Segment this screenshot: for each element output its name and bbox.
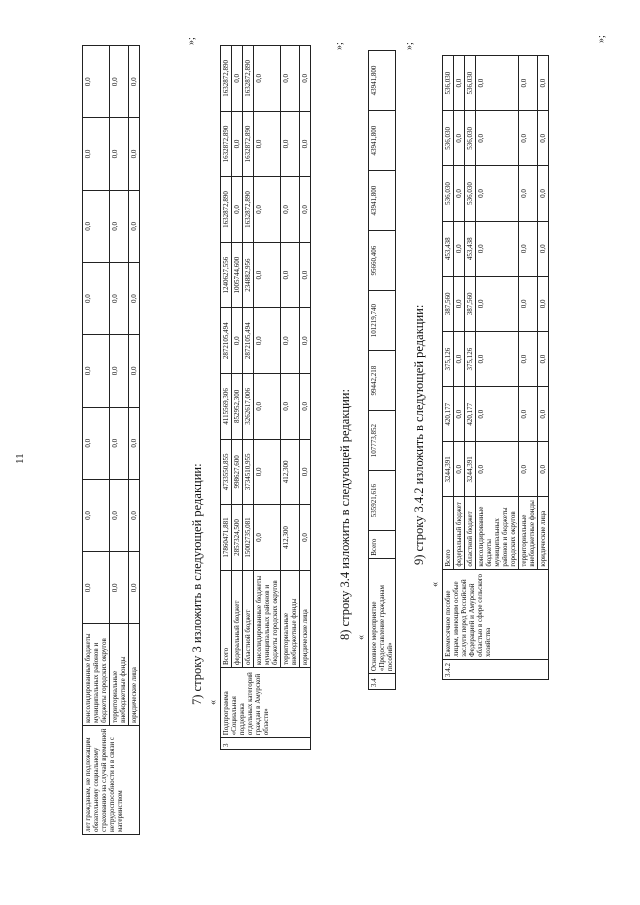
value-cell: 0,0 xyxy=(254,46,281,112)
value-cell: 0,0 xyxy=(300,505,311,571)
value-cell: 0,0 xyxy=(83,407,110,479)
source-cell: юридические лица xyxy=(538,497,549,569)
value-cell: 0,0 xyxy=(129,118,140,190)
value-cell: 0,0 xyxy=(129,407,140,479)
source-cell: территориальные внебюджетные фонды xyxy=(110,624,129,725)
value-cell: 0,0 xyxy=(110,46,129,118)
value-cell: 0,0 xyxy=(519,442,538,497)
value-cell: 95660,406 xyxy=(369,231,396,291)
source-cell: Всего xyxy=(443,497,454,569)
value-cell: 0,0 xyxy=(454,331,465,386)
value-cell: 420,177 xyxy=(465,387,476,442)
value-cell: 0,0 xyxy=(519,56,538,111)
value-cell: 1632872,890 xyxy=(243,46,254,112)
opening-quote: « xyxy=(356,635,367,640)
value-cell: 4733550,855 xyxy=(221,439,232,505)
value-cell: 536,030 xyxy=(443,111,454,166)
value-cell: 0,0 xyxy=(476,442,519,497)
value-cell: 0,0 xyxy=(83,190,110,262)
value-cell: 0,0 xyxy=(281,242,300,308)
activity-table xyxy=(442,55,549,680)
value-cell: 536,030 xyxy=(443,166,454,221)
value-cell: 0,0 xyxy=(281,308,300,374)
value-cell: 453,438 xyxy=(465,221,476,276)
value-cell: 0,0 xyxy=(232,177,243,243)
value-cell: 0,0 xyxy=(476,331,519,386)
value-cell: 0,0 xyxy=(454,111,465,166)
value-cell: 0,0 xyxy=(129,479,140,551)
value-cell: 0,0 xyxy=(538,442,549,497)
value-cell: 0,0 xyxy=(110,335,129,407)
value-cell: 0,0 xyxy=(476,56,519,111)
value-cell: 536,030 xyxy=(465,166,476,221)
value-cell: 0,0 xyxy=(110,552,129,624)
value-cell: 0,0 xyxy=(232,111,243,177)
value-cell: 107773,852 xyxy=(369,411,396,471)
section-heading: 7) строку 3 изложить в следующей редакции: xyxy=(190,463,204,705)
value-cell: 0,0 xyxy=(129,46,140,118)
value-cell: 0,0 xyxy=(300,242,311,308)
value-cell: 0,0 xyxy=(454,442,465,497)
value-cell: 453,438 xyxy=(443,221,454,276)
value-cell: 0,0 xyxy=(232,308,243,374)
value-cell: 0,0 xyxy=(83,46,110,118)
value-cell: 0,0 xyxy=(538,331,549,386)
value-cell: 387,560 xyxy=(465,276,476,331)
value-cell: 420,177 xyxy=(443,387,454,442)
value-cell: 0,0 xyxy=(110,118,129,190)
value-cell: 0,0 xyxy=(254,439,281,505)
value-cell: 2872105,494 xyxy=(221,308,232,374)
value-cell: 535921,616 xyxy=(369,471,396,531)
value-cell: 0,0 xyxy=(300,177,311,243)
value-cell: 0,0 xyxy=(281,46,300,112)
source-cell: федеральный бюджет xyxy=(454,497,465,569)
value-cell: 0,0 xyxy=(254,374,281,440)
value-cell: 2857324,500 xyxy=(232,505,243,571)
value-cell: 0,0 xyxy=(110,407,129,479)
continuation-table-body xyxy=(83,46,140,835)
value-cell: 0,0 xyxy=(476,221,519,276)
continuation-label: лет гражданам, не подлежащим обязательному социальному страхованию на случай временной нетрудоспособности и в связи с материнством xyxy=(83,725,140,834)
value-cell: 536,030 xyxy=(465,111,476,166)
value-cell: 0,0 xyxy=(476,166,519,221)
value-cell: 0,0 xyxy=(454,387,465,442)
value-cell: 375,126 xyxy=(443,331,454,386)
value-cell: 0,0 xyxy=(83,262,110,334)
measure-table xyxy=(368,50,396,690)
value-cell: 0,0 xyxy=(300,308,311,374)
row-number: 3 xyxy=(221,738,311,750)
value-cell: 43941,800 xyxy=(369,111,396,171)
value-cell: 0,0 xyxy=(538,276,549,331)
value-cell: 1632872,890 xyxy=(243,111,254,177)
value-cell: 3734510,955 xyxy=(243,439,254,505)
section-heading: 8) строку 3.4 изложить в следующей редакции: xyxy=(338,389,352,640)
closing-quote: »; xyxy=(186,37,197,45)
value-cell: 43941,800 xyxy=(369,171,396,231)
row-number: 3.4 xyxy=(369,674,396,690)
source-cell: Всего xyxy=(369,531,396,559)
value-cell: 1240627,556 xyxy=(221,242,232,308)
source-cell: юридические лица xyxy=(129,624,140,725)
value-cell: 0,0 xyxy=(129,335,140,407)
value-cell: 0,0 xyxy=(300,439,311,505)
opening-quote: « xyxy=(208,700,219,705)
value-cell: 0,0 xyxy=(83,335,110,407)
value-cell: 4115569,306 xyxy=(221,374,232,440)
value-cell: 0,0 xyxy=(519,387,538,442)
source-cell: федеральный бюджет xyxy=(232,570,243,667)
value-cell: 43941,800 xyxy=(369,51,396,111)
value-cell: 0,0 xyxy=(129,552,140,624)
value-cell: 0,0 xyxy=(519,166,538,221)
value-cell: 1632872,890 xyxy=(243,177,254,243)
subprogram-table xyxy=(220,45,311,750)
continuation-table xyxy=(82,45,140,835)
value-cell: 0,0 xyxy=(110,479,129,551)
value-cell: 0,0 xyxy=(519,221,538,276)
source-cell: территориальные внебюджетные фонды xyxy=(281,570,300,667)
row-number: 3.4.2 xyxy=(443,659,549,679)
value-cell: 0,0 xyxy=(538,221,549,276)
value-cell: 0,0 xyxy=(519,276,538,331)
source-cell: Всего xyxy=(221,570,232,667)
value-cell: 0,0 xyxy=(300,111,311,177)
value-cell: 99442,218 xyxy=(369,351,396,411)
source-cell: территориальные внебюджетные фонды xyxy=(519,497,538,569)
source-cell: областной бюджет xyxy=(243,570,254,667)
closing-quote: »; xyxy=(404,42,415,50)
value-cell: 0,0 xyxy=(129,190,140,262)
value-cell: 0,0 xyxy=(476,387,519,442)
value-cell: 0,0 xyxy=(110,262,129,334)
value-cell: 0,0 xyxy=(476,111,519,166)
section-heading: 9) строку 3.4.2 изложить в следующей редакции: xyxy=(412,304,426,565)
value-cell: 0,0 xyxy=(538,56,549,111)
value-cell: 0,0 xyxy=(129,262,140,334)
value-cell: 0,0 xyxy=(254,242,281,308)
value-cell: 0,0 xyxy=(254,505,281,571)
subprogram-name: Подпрограмма «Социальная поддержка отдельных категорий граждан в Амурской области» xyxy=(221,668,311,738)
source-cell: консолидированные бюджеты муниципальных районов и бюджеты городских округов xyxy=(83,624,110,725)
value-cell: 0,0 xyxy=(254,111,281,177)
value-cell: 0,0 xyxy=(454,56,465,111)
value-cell: 0,0 xyxy=(454,166,465,221)
source-cell: консолидированные бюджеты муниципальных районов и бюджеты городских округов xyxy=(476,497,519,569)
closing-quote: »; xyxy=(596,35,607,43)
value-cell: 1632872,890 xyxy=(221,177,232,243)
value-cell: 0,0 xyxy=(83,118,110,190)
value-cell: 0,0 xyxy=(538,387,549,442)
value-cell: 412,300 xyxy=(281,505,300,571)
page-number: 11 xyxy=(14,453,26,464)
value-cell: 0,0 xyxy=(254,177,281,243)
value-cell: 0,0 xyxy=(454,221,465,276)
value-cell: 17860471,881 xyxy=(221,505,232,571)
value-cell: 3244,391 xyxy=(443,442,454,497)
activity-name: Ежемесячное пособие лицам, имеющим особые заслуги перед Российской Федерацией и Амурской областью в сфере сельского хозяйства xyxy=(443,569,549,659)
value-cell: 536,030 xyxy=(443,56,454,111)
value-cell: 2872105,494 xyxy=(243,308,254,374)
value-cell: 1005744,600 xyxy=(232,242,243,308)
value-cell: 536,030 xyxy=(465,56,476,111)
source-cell: консолидированные бюджеты муниципальных районов и бюджеты городских округов xyxy=(254,570,281,667)
value-cell: 0,0 xyxy=(300,46,311,112)
value-cell: 0,0 xyxy=(519,111,538,166)
value-cell: 1632872,890 xyxy=(221,46,232,112)
value-cell: 0,0 xyxy=(83,479,110,551)
value-cell: 412,300 xyxy=(281,439,300,505)
value-cell: 0,0 xyxy=(281,374,300,440)
source-cell: юридические лица xyxy=(300,570,311,667)
value-cell: 0,0 xyxy=(110,190,129,262)
value-cell: 0,0 xyxy=(300,374,311,440)
value-cell: 0,0 xyxy=(454,276,465,331)
value-cell: 0,0 xyxy=(83,552,110,624)
value-cell: 375,126 xyxy=(465,331,476,386)
value-cell: 852952,300 xyxy=(232,374,243,440)
value-cell: 0,0 xyxy=(538,166,549,221)
measure-name: Основное мероприятие «Предоставление гражданам пособий» xyxy=(369,558,396,673)
value-cell: 0,0 xyxy=(281,177,300,243)
closing-quote: »; xyxy=(334,42,345,50)
value-cell: 101219,740 xyxy=(369,291,396,351)
value-cell: 1632872,890 xyxy=(221,111,232,177)
value-cell: 0,0 xyxy=(476,276,519,331)
value-cell: 15002735,081 xyxy=(243,505,254,571)
value-cell: 0,0 xyxy=(519,331,538,386)
opening-quote: « xyxy=(430,582,441,587)
value-cell: 0,0 xyxy=(232,46,243,112)
value-cell: 0,0 xyxy=(538,111,549,166)
source-cell: областной бюджет xyxy=(465,497,476,569)
value-cell: 387,560 xyxy=(443,276,454,331)
value-cell: 234882,956 xyxy=(243,242,254,308)
value-cell: 0,0 xyxy=(281,111,300,177)
value-cell: 998627,600 xyxy=(232,439,243,505)
value-cell: 3262617,006 xyxy=(243,374,254,440)
value-cell: 0,0 xyxy=(254,308,281,374)
value-cell: 3244,391 xyxy=(465,442,476,497)
